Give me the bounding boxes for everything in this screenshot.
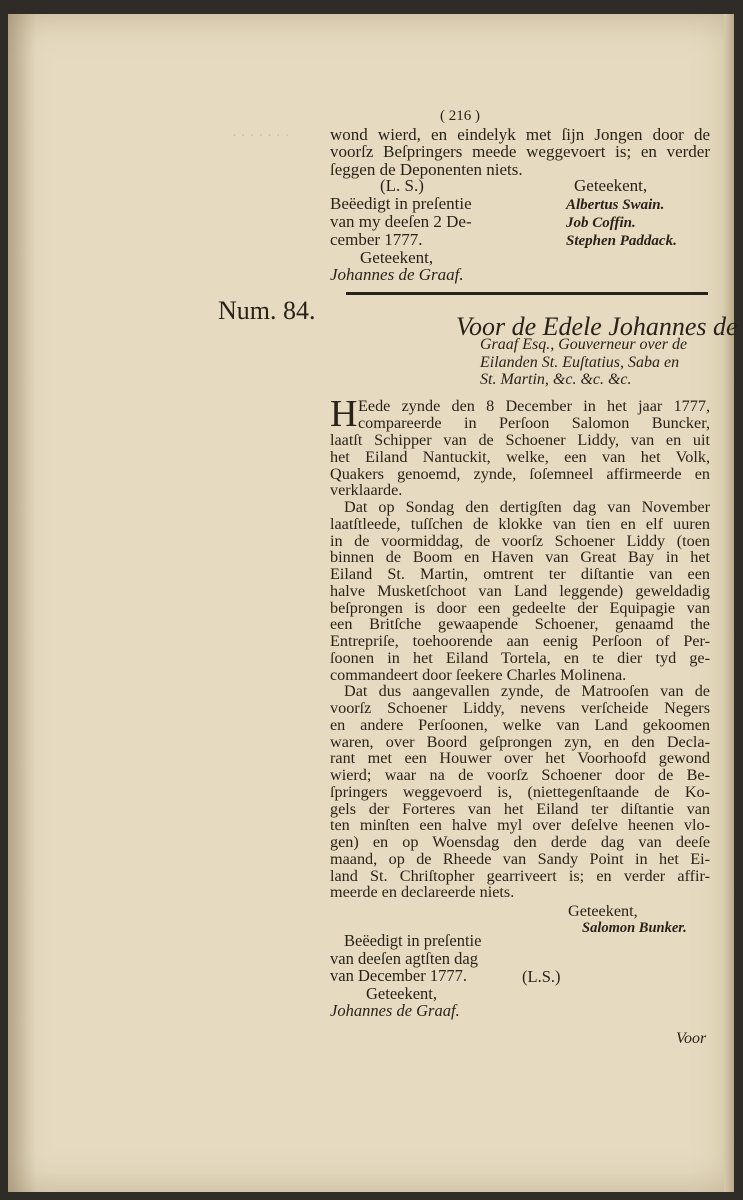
body-line: ſpringers weggevoerd is, (niettegenſtaande de Ko- bbox=[330, 782, 710, 801]
body-line: verklaarde. bbox=[330, 481, 403, 500]
body-line: compareerde in Perſoon Salomon Buncker, bbox=[358, 413, 710, 432]
sworn-line: van December 1777. bbox=[330, 966, 467, 986]
body-line: laatſtleede, tuſſchen de klokke van tien en elf uuren bbox=[330, 514, 710, 533]
body-line: een Britſche gewaapende Schoener, genaamd the bbox=[330, 615, 710, 634]
closing-signed-name: Salomon Bunker. bbox=[582, 920, 687, 936]
body-line: gels der Forteres van het Eiland ter diſtantie van bbox=[330, 799, 710, 818]
drop-cap: H bbox=[330, 393, 358, 435]
signatory: Job Coffin. bbox=[566, 215, 636, 231]
entry-number: Num. 84. bbox=[218, 296, 316, 325]
body-line: beſprongen is door een gedeelte der Equipagie van bbox=[330, 598, 710, 617]
closing-signed-label: Geteekent, bbox=[568, 902, 638, 920]
heading-line: Graaf Esq., Gouverneur over de bbox=[480, 336, 688, 353]
body-line: Dat op Sondag den dertigſten dag van November bbox=[344, 498, 710, 516]
page-number: ( 216 ) bbox=[440, 108, 480, 124]
page-edge bbox=[724, 14, 734, 1192]
body-line: Dat dus aangevallen zynde, de Matrooſen van de bbox=[344, 682, 710, 701]
body-line: rant met een Houwer over het Voorhoofd gewond bbox=[330, 749, 710, 768]
heading-lines bbox=[480, 336, 687, 389]
signatory: Albertus Swain. bbox=[566, 197, 665, 213]
body-line: Quakers genoemd, zynde, ſoſemneel affirmeerde en bbox=[330, 464, 710, 483]
body-line: ten minſten een halve myl over deſelve heenen vlo- bbox=[330, 816, 710, 835]
body-line: ſoonen in het Eiland Tortela, en te dier tyd ge- bbox=[330, 648, 710, 667]
sworn-line: cember 1777. bbox=[330, 230, 423, 249]
body-text bbox=[330, 432, 710, 901]
right-signed-label: Geteekent, bbox=[574, 176, 648, 195]
body-line: voorſz Schoener Liddy, nevens verſcheide Negers bbox=[330, 699, 710, 717]
seal-mark: (L. S.) bbox=[380, 176, 424, 195]
section-divider bbox=[346, 292, 708, 295]
body-line: land St. Chriſtopher gearriveert is; en verder affir- bbox=[330, 866, 710, 885]
body-line: Eiland St. Martin, omtrent ter diſtantie van een bbox=[330, 565, 710, 583]
heading-title: Voor de Edele Johannes de bbox=[456, 312, 738, 341]
body-line: laatſt Schipper van de Schoener Liddy, van en uit bbox=[330, 431, 710, 449]
notary-label: Geteekent, bbox=[366, 983, 438, 1003]
signatory: Stephen Paddack. bbox=[566, 233, 677, 249]
catchword: Voor bbox=[676, 1030, 707, 1047]
body-line: commandeert door ſeekere Charles Molinena. bbox=[330, 665, 627, 684]
body-line: Entrepriſe, toehoorende aan eenig Perſoon of Per- bbox=[330, 632, 710, 650]
body-line: Eede zynde den 8 December in het jaar 1777, bbox=[358, 397, 710, 415]
body-line: en andere Perſoonen, welke van Land gekoomen bbox=[330, 715, 710, 734]
opening-lines bbox=[358, 398, 710, 432]
show-through-text: · · · · · · · bbox=[232, 128, 290, 144]
closing-sworn-block bbox=[330, 932, 481, 1020]
body-line: meerde en declareerde niets. bbox=[330, 883, 515, 902]
body-line: wierd; waar na de voorſz Schoener door de Be- bbox=[330, 766, 710, 784]
body-line: gen) en op Woensdag den derde dag van deeſe bbox=[330, 833, 710, 851]
top-line: wond wierd, en eindelyk met ſijn Jongen door de bbox=[330, 125, 710, 144]
heading-line: Eilanden St. Euſtatius, Saba en bbox=[480, 353, 680, 371]
body-line: waren, over Boord geſprongen zyn, en den Decla- bbox=[330, 732, 710, 751]
sworn-line: Beëedigt in preſentie bbox=[330, 194, 472, 213]
sworn-line: van my deeſen 2 De- bbox=[330, 212, 472, 231]
body-line: in de voormiddag, de voorſz Schoener Liddy (toen bbox=[330, 531, 710, 550]
body-line: halve Musketſchoot van Land leggende) geweldadig bbox=[330, 581, 710, 600]
sworn-line: Beëedigt in preſentie bbox=[344, 931, 482, 950]
top-paragraph bbox=[330, 126, 710, 178]
top-line: voorſz Beſpringers meede weggevoert is; en verder bbox=[330, 142, 710, 162]
signed-name: Johannes de Graaf. bbox=[330, 265, 464, 284]
body-line: maand, op de Rheede van Sandy Point in het Ei- bbox=[330, 849, 710, 868]
body-line: binnen de Boom en Haven van Great Bay in het bbox=[330, 548, 710, 567]
top-line: ſeggen de Deponenten niets. bbox=[330, 159, 523, 179]
signed-label: Geteekent, bbox=[360, 248, 434, 267]
notary-name: Johannes de Graaf. bbox=[330, 1001, 460, 1021]
sworn-line: van deeſen agtſten dag bbox=[330, 948, 478, 968]
body-line: het Eiland Nantuckit, welke, een van het Volk, bbox=[330, 447, 710, 466]
closing-seal: (L.S.) bbox=[522, 967, 561, 986]
heading-line: St. Martin, &c. &c. &c. bbox=[480, 371, 632, 388]
